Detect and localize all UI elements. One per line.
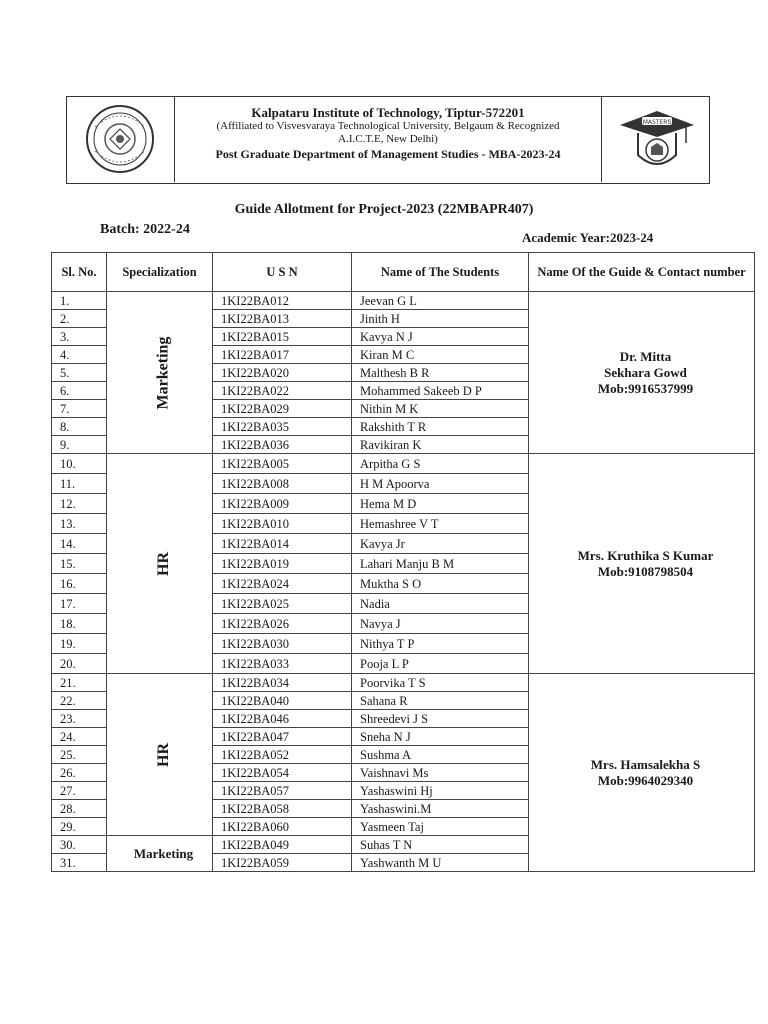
serial-number: 29. (52, 818, 107, 836)
serial-number: 9. (52, 436, 107, 454)
table-row (52, 292, 755, 310)
column-header-sl: Sl. No. (52, 253, 107, 292)
guide-allotment-table (51, 252, 755, 872)
usn-cell: 1KI22BA029 (213, 400, 352, 418)
serial-number: 14. (52, 534, 107, 554)
serial-number: 10. (52, 454, 107, 474)
specialization-label: Marketing (154, 336, 172, 409)
guide-contact: Mob:9108798504 (597, 563, 694, 579)
usn-cell: 1KI22BA022 (213, 382, 352, 400)
institute-name: Kalpataru Institute of Technology, Tiptur-572201 (251, 105, 525, 120)
usn-cell: 1KI22BA019 (213, 554, 352, 574)
student-name: Rakshith T R (352, 418, 529, 436)
usn-cell: 1KI22BA040 (213, 692, 352, 710)
table-row (52, 674, 755, 692)
document-title: Guide Allotment for Project-2023 (22MBAPR407) (234, 202, 534, 217)
serial-number: 12. (52, 494, 107, 514)
column-header-name: Name of The Students (352, 253, 529, 292)
serial-number: 17. (52, 594, 107, 614)
student-name: Shreedevi J S (352, 710, 529, 728)
specialization-cell (107, 454, 213, 674)
student-name: Navya J (352, 614, 529, 634)
usn-cell: 1KI22BA020 (213, 364, 352, 382)
guide-cell (529, 292, 755, 454)
student-name: Lahari Manju B M (352, 554, 529, 574)
serial-number: 4. (52, 346, 107, 364)
guide-name-line-1: Mrs. Hamsalekha S (590, 756, 701, 772)
serial-number: 2. (52, 310, 107, 328)
serial-number: 24. (52, 728, 107, 746)
usn-cell: 1KI22BA035 (213, 418, 352, 436)
student-name: Nithya T P (352, 634, 529, 654)
usn-cell: 1KI22BA009 (213, 494, 352, 514)
affiliation-line-1: (Affiliated to Visvesvaraya Technological University, Belgaum & Recognized (216, 120, 560, 132)
student-name: Nadia (352, 594, 529, 614)
serial-number: 8. (52, 418, 107, 436)
usn-cell: 1KI22BA058 (213, 800, 352, 818)
usn-cell: 1KI22BA054 (213, 764, 352, 782)
serial-number: 18. (52, 614, 107, 634)
usn-cell: 1KI22BA017 (213, 346, 352, 364)
usn-cell: 1KI22BA005 (213, 454, 352, 474)
usn-cell: 1KI22BA033 (213, 654, 352, 674)
student-name: Hema M D (352, 494, 529, 514)
serial-number: 1. (52, 292, 107, 310)
specialization-label: HR (154, 551, 172, 576)
serial-number: 19. (52, 634, 107, 654)
usn-cell: 1KI22BA008 (213, 474, 352, 494)
department-logo (601, 97, 709, 182)
serial-number: 7. (52, 400, 107, 418)
usn-cell: 1KI22BA012 (213, 292, 352, 310)
specialization-label: HR (154, 742, 172, 767)
serial-number: 27. (52, 782, 107, 800)
student-name: Yashaswini Hj (352, 782, 529, 800)
table-row (52, 454, 755, 474)
serial-number: 28. (52, 800, 107, 818)
student-name: Jinith H (352, 310, 529, 328)
usn-cell: 1KI22BA010 (213, 514, 352, 534)
specialization-cell (107, 674, 213, 836)
student-name: Jeevan G L (352, 292, 529, 310)
column-header-specialization: Specialization (107, 253, 213, 292)
student-name: Pooja L P (352, 654, 529, 674)
student-name: Suhas T N (352, 836, 529, 854)
serial-number: 16. (52, 574, 107, 594)
batch-label: Batch: 2022-24 (100, 222, 190, 237)
student-name: Kiran M C (352, 346, 529, 364)
guide-cell (529, 454, 755, 674)
academic-year-label: Academic Year:2023-24 (522, 230, 654, 245)
student-name: Hemashree V T (352, 514, 529, 534)
serial-number: 15. (52, 554, 107, 574)
student-name: Vaishnavi Ms (352, 764, 529, 782)
masters-cap-emblem-icon (616, 103, 698, 175)
serial-number: 22. (52, 692, 107, 710)
institute-seal-icon (81, 103, 159, 175)
usn-cell: 1KI22BA046 (213, 710, 352, 728)
table-header-row (52, 253, 755, 292)
student-name: Sahana R (352, 692, 529, 710)
specialization-label: Marketing (107, 836, 213, 872)
usn-cell: 1KI22BA060 (213, 818, 352, 836)
usn-cell: 1KI22BA052 (213, 746, 352, 764)
svg-text:MASTERS: MASTERS (642, 119, 672, 126)
student-name: Poorvika T S (352, 674, 529, 692)
letterhead (66, 96, 710, 184)
guide-name-line-1: Dr. Mitta (619, 348, 672, 364)
usn-cell: 1KI22BA026 (213, 614, 352, 634)
student-name: H M Apoorva (352, 474, 529, 494)
student-name: Nithin M K (352, 400, 529, 418)
affiliation-line-2: A.I.C.T.E, New Delhi) (338, 133, 438, 145)
guide-name-line-2: Sekhara Gowd (604, 364, 687, 380)
student-name: Sneha N J (352, 728, 529, 746)
serial-number: 6. (52, 382, 107, 400)
column-header-usn: U S N (213, 253, 352, 292)
usn-cell: 1KI22BA025 (213, 594, 352, 614)
student-name: Yashwanth M U (352, 854, 529, 872)
student-name: Mohammed Sakeeb D P (352, 382, 529, 400)
usn-cell: 1KI22BA036 (213, 436, 352, 454)
student-name: Yasmeen Taj (352, 818, 529, 836)
institute-logo (67, 97, 175, 182)
serial-number: 5. (52, 364, 107, 382)
usn-cell: 1KI22BA057 (213, 782, 352, 800)
guide-contact: Mob:9916537999 (597, 380, 694, 396)
student-name: Kavya Jr (352, 534, 529, 554)
serial-number: 26. (52, 764, 107, 782)
specialization-cell (107, 292, 213, 454)
guide-name-line-1: Mrs. Kruthika S Kumar (577, 547, 714, 563)
usn-cell: 1KI22BA049 (213, 836, 352, 854)
usn-cell: 1KI22BA013 (213, 310, 352, 328)
student-name: Arpitha G S (352, 454, 529, 474)
student-name: Sushma A (352, 746, 529, 764)
serial-number: 13. (52, 514, 107, 534)
student-name: Kavya N J (352, 328, 529, 346)
guide-cell (529, 674, 755, 872)
serial-number: 20. (52, 654, 107, 674)
serial-number: 31. (52, 854, 107, 872)
serial-number: 30. (52, 836, 107, 854)
department-name: Post Graduate Department of Management Studies - MBA-2023-24 (215, 147, 561, 161)
usn-cell: 1KI22BA030 (213, 634, 352, 654)
student-name: Yashaswini.M (352, 800, 529, 818)
usn-cell: 1KI22BA024 (213, 574, 352, 594)
usn-cell: 1KI22BA015 (213, 328, 352, 346)
serial-number: 21. (52, 674, 107, 692)
usn-cell: 1KI22BA059 (213, 854, 352, 872)
usn-cell: 1KI22BA034 (213, 674, 352, 692)
serial-number: 25. (52, 746, 107, 764)
column-header-guide: Name Of the Guide & Contact number (529, 253, 755, 292)
student-name: Muktha S O (352, 574, 529, 594)
student-name: Ravikiran K (352, 436, 529, 454)
serial-number: 11. (52, 474, 107, 494)
usn-cell: 1KI22BA014 (213, 534, 352, 554)
guide-contact: Mob:9964029340 (597, 772, 694, 788)
student-name: Malthesh B R (352, 364, 529, 382)
usn-cell: 1KI22BA047 (213, 728, 352, 746)
serial-number: 23. (52, 710, 107, 728)
serial-number: 3. (52, 328, 107, 346)
